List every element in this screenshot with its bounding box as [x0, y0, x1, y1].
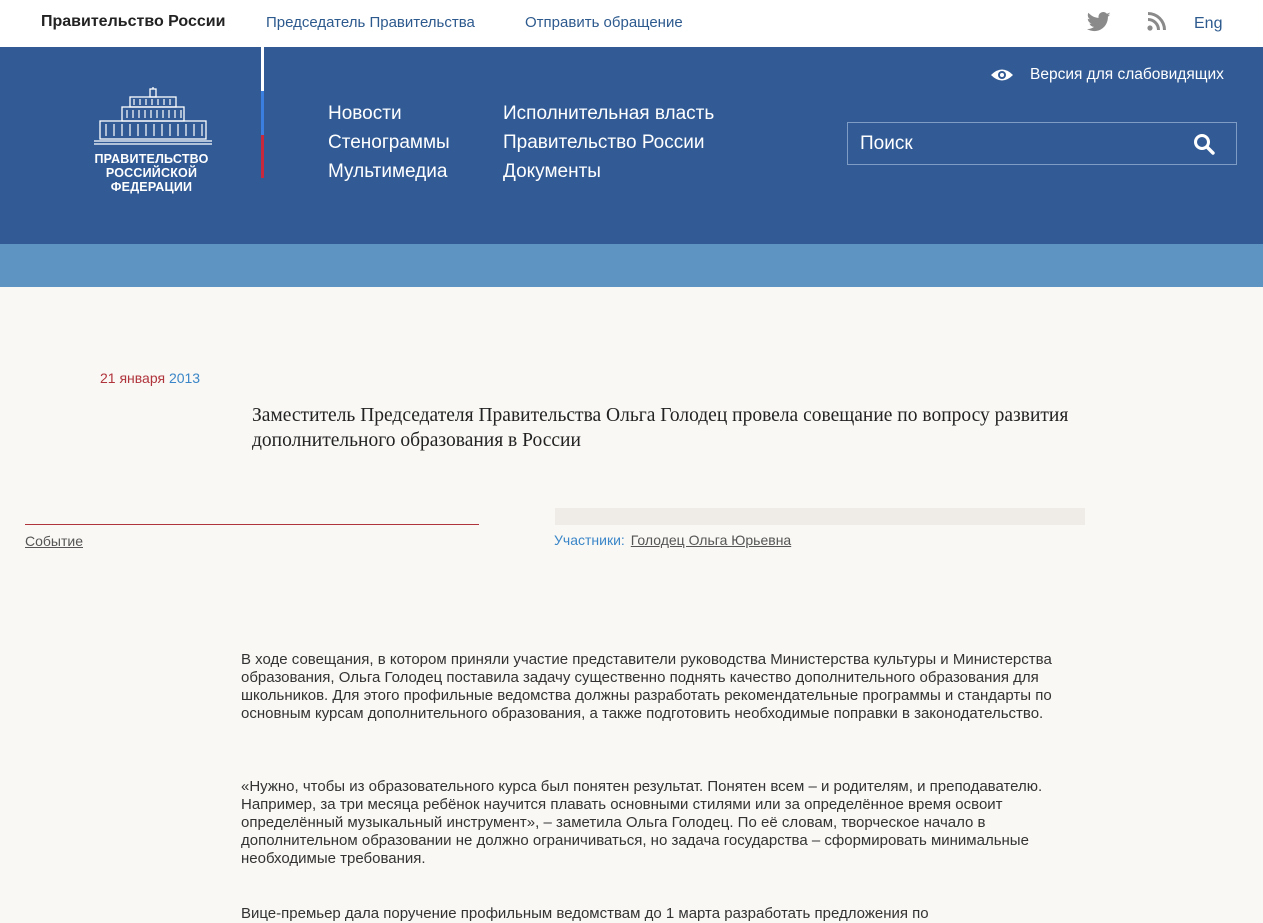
nav-executive-power[interactable]: Исполнительная власть	[503, 103, 715, 124]
english-version-link[interactable]: Eng	[1194, 15, 1223, 32]
article-paragraph: В ходе совещания, в котором приняли участие представители руководства Министерства культуры и Министерства образования, Ольга Голодец поставила задачу существенно поднять качество дополнительного образования для школьников. Для этого профильные ведомства должны разработать рекомендательные программы и стандарты по основным курсам дополнительного образования, а также подготовить необходимые поправки в законодательство.	[241, 651, 1052, 722]
article-paragraph: Вице-премьер дала поручение профильным ведомствам до 1 марта разработать предложения по	[241, 905, 929, 922]
send-appeal-link[interactable]: Отправить обращение	[525, 14, 683, 31]
logo-caption-line: РОССИЙСКОЙ	[105, 166, 198, 180]
rss-icon[interactable]	[1147, 12, 1166, 31]
twitter-icon[interactable]	[1087, 11, 1111, 33]
date-day-month: 21 января	[100, 370, 166, 386]
nav-news[interactable]: Новости	[328, 103, 402, 124]
main-nav-column-1	[328, 99, 450, 186]
top-bar	[0, 0, 1263, 47]
article-title: Заместитель Председателя Правительства Ольга Голодец провела совещание по вопросу развития дополнительного образования в России	[252, 405, 1069, 451]
nav-transcripts[interactable]: Стенограммы	[328, 132, 450, 153]
header	[0, 47, 1263, 244]
low-vision-label: Версия для слабовидящих	[1030, 66, 1224, 83]
participants-divider	[555, 508, 1085, 525]
search-box	[847, 122, 1237, 165]
flag-divider	[261, 47, 264, 178]
site-title-link[interactable]: Правительство России	[41, 13, 226, 30]
date-year-link[interactable]: 2013	[168, 370, 201, 386]
logo-caption-line: ПРАВИТЕЛЬСТВО	[94, 152, 209, 166]
eye-icon	[990, 67, 1014, 83]
main-nav-column-2	[503, 99, 714, 186]
nav-documents[interactable]: Документы	[503, 161, 601, 182]
search-icon[interactable]	[1193, 133, 1215, 155]
nav-government-of-russia[interactable]: Правительство России	[503, 132, 705, 153]
chairman-link[interactable]: Председатель Правительства	[266, 14, 475, 31]
logo-caption	[80, 152, 223, 194]
article-date	[100, 370, 200, 386]
nav-multimedia[interactable]: Мультимедиа	[328, 161, 448, 182]
search-input[interactable]	[860, 123, 1180, 164]
participant-link[interactable]: Голодец Ольга Юрьевна	[630, 532, 792, 548]
participants	[554, 532, 791, 548]
participants-label: Участники:	[554, 532, 625, 548]
sub-navigation-bar	[0, 244, 1263, 287]
category-divider	[25, 524, 479, 525]
logo-caption-line: ФЕДЕРАЦИИ	[110, 180, 193, 194]
article-paragraph: «Нужно, чтобы из образовательного курса был понятен результат. Понятен всем – и родителям, и преподавателю. Например, за три месяца ребёнок научится плавать основными стилями или за определённое время освоит определённый музыкальный инструмент», – заметила Ольга Голодец. По её словам, творческое начало в дополнительном образовании не должно ограничиваться, но задача государства – сформировать минимальные необходимые требования.	[241, 778, 1043, 867]
category-event-link[interactable]: Событие	[25, 533, 83, 549]
